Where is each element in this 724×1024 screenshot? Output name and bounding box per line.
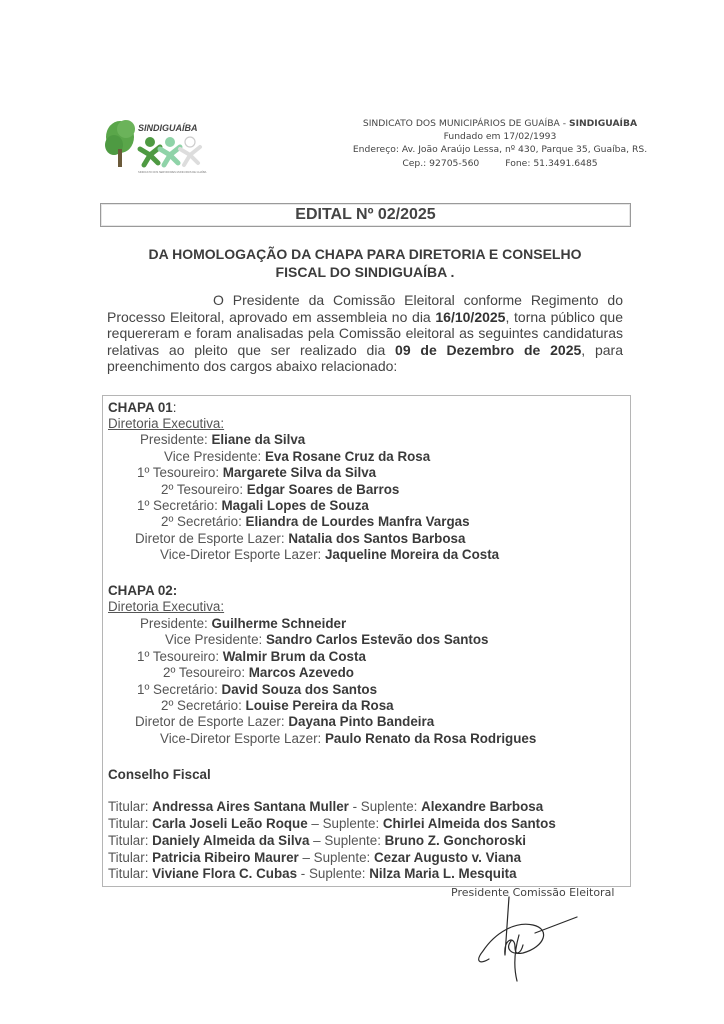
chapa-01-member: 1º Tesoureiro: Margarete Silva da Silva <box>137 465 377 480</box>
founded-date: Fundado em 17/02/1993 <box>443 131 557 143</box>
tree-icon <box>105 120 135 167</box>
phone: Fone: 51.3491.6485 <box>505 157 598 169</box>
signature-label: Presidente Comissão Eleitoral <box>451 886 615 899</box>
chapa-02-member: Diretor de Esporte Lazer: Dayana Pinto Bandeira <box>135 714 435 729</box>
chapa-01-member: 2º Tesoureiro: Edgar Soares de Barros <box>161 482 400 497</box>
chapa-02-section: Diretoria Executiva: <box>108 599 225 614</box>
conselho-fiscal-row: Titular: Patricia Ribeiro Maurer – Suplente: Cezar Augusto v. Viana <box>108 850 522 865</box>
conselho-fiscal-row: Titular: Andressa Aires Santana Muller - Suplente: Alexandre Barbosa <box>108 799 544 814</box>
handwritten-signature <box>475 895 595 985</box>
intro-paragraph: O Presidente da Comissão Eleitoral conforme Regimento do Processo Eleitoral, aprovado em assembleia no dia 16/10/2025, torna público que requereram e foram analisadas pela Comissão eleitoral as seguintes candidaturas relativas ao pleito que ser realizado dia 09 de Dezembro de 2025, para preenchimento dos cargos abaixo relacionado: <box>107 292 623 375</box>
contact-line <box>340 157 660 170</box>
chapa-01-member: Vice Presidente: Eva Rosane Cruz da Rosa <box>164 449 431 464</box>
document-title: EDITAL Nº 02/2025 <box>100 203 631 227</box>
document-subtitle: DA HOMOLOGAÇÃO DA CHAPA PARA DIRETORIA E CONSELHO FISCAL DO SINDIGUAÍBA . <box>148 246 582 280</box>
assembly-date: 16/10/2025 <box>435 308 506 325</box>
chapa-02-member: 2º Tesoureiro: Marcos Azevedo <box>163 665 354 680</box>
chapa-02-member: 1º Secretário: David Souza dos Santos <box>137 682 378 697</box>
sindiguaiba-logo <box>104 115 210 175</box>
chapa-02-member: Vice Presidente: Sandro Carlos Estevão dos Santos <box>165 632 489 647</box>
chapa-02-member: Presidente: Guilherme Schneider <box>140 616 347 631</box>
chapa-01-member: Diretor de Esporte Lazer: Natalia dos Santos Barbosa <box>135 531 466 546</box>
svg-text:SINDIGUAÍBA: SINDIGUAÍBA <box>138 123 198 133</box>
conselho-fiscal-row: Titular: Daniely Almeida da Silva – Suplente: Bruno Z. Gonchoroski <box>108 833 526 848</box>
election-date: 09 de Dezembro de 2025 <box>395 341 582 358</box>
cep: Cep.: 92705-560 <box>402 157 480 169</box>
chapa-01-member: 2º Secretário: Eliandra de Lourdes Manfra Vargas <box>161 514 470 529</box>
organization-info <box>340 117 660 170</box>
chapa-02-member: Vice-Diretor Esporte Lazer: Paulo Renato da Rosa Rodrigues <box>160 731 537 746</box>
chapa-01-title: CHAPA 01: <box>108 400 177 415</box>
chapa-01-member: 1º Secretário: Magali Lopes de Souza <box>137 498 369 513</box>
organization-name: SINDICATO DOS MUNICIPÁRIOS DE GUAÍBA - SINDIGUAÍBA <box>362 118 638 129</box>
conselho-fiscal-row: Titular: Carla Joseli Leão Roque – Suplente: Chirlei Almeida dos Santos <box>108 816 556 831</box>
chapa-02-title: CHAPA 02: <box>108 583 178 598</box>
address: Endereço: Av. João Araújo Lessa, nº 430, Parque 35, Guaíba, RS. <box>352 144 648 156</box>
chapa-02-member: 2º Secretário: Louise Pereira da Rosa <box>161 698 394 713</box>
conselho-fiscal-row: Titular: Viviane Flora C. Cubas - Suplente: Nilza Maria L. Mesquita <box>108 866 517 881</box>
logo-subtext: SINDICATO DOS SERVIDORES MUNICIPAIS DE GUAÍBA <box>138 171 207 174</box>
chapa-01-member: Presidente: Eliane da Silva <box>140 432 306 447</box>
figures-icon <box>140 137 200 165</box>
chapa-02-member: 1º Tesoureiro: Walmir Brum da Costa <box>137 649 366 664</box>
conselho-fiscal-title: Conselho Fiscal <box>108 767 211 782</box>
chapa-01-section: Diretoria Executiva: <box>108 416 225 431</box>
chapa-01-member: Vice-Diretor Esporte Lazer: Jaqueline Moreira da Costa <box>160 547 500 562</box>
